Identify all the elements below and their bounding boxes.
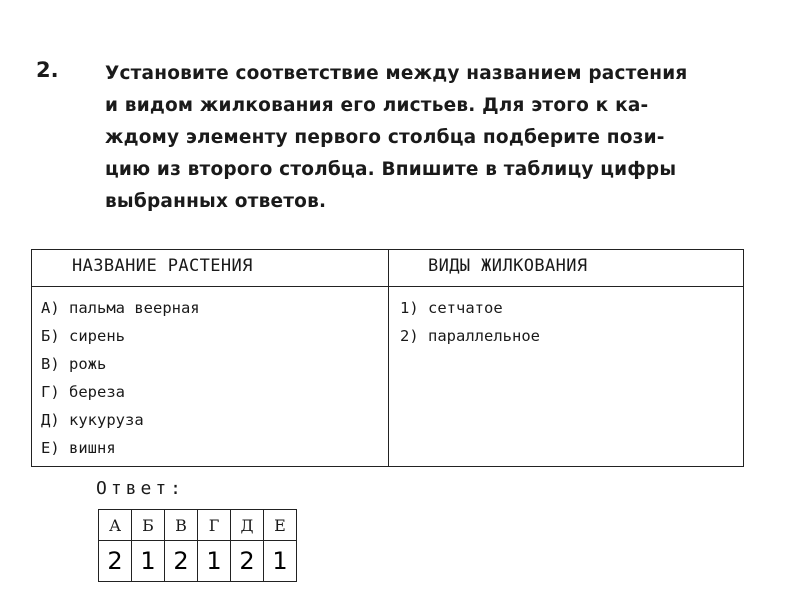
answer-letter-cell: А [99,510,132,541]
venation-column-header: ВИДЫ ЖИЛКОВАНИЯ [428,256,588,276]
venation-item: 1) сетчатое [400,299,503,317]
task-text-line: выбранных ответов. [105,191,327,212]
task-text-line: цию из второго столбца. Впишите в таблицу цифры [105,159,677,180]
answer-grid [98,509,297,582]
answer-digit-cell: 1 [198,541,231,582]
task-text [105,58,775,218]
plant-item: А) пальма веерная [41,299,200,317]
venation-item: 2) параллельное [400,327,540,345]
answer-letter-cell: Е [264,510,297,541]
answer-letter-cell: Д [231,510,264,541]
answer-digit-cell: 2 [231,541,264,582]
plant-column-header: НАЗВАНИЕ РАСТЕНИЯ [72,256,253,276]
column-divider [388,250,389,466]
plant-item: Д) кукуруза [41,411,144,429]
answer-digits-row [99,541,297,582]
task-text-line: ждому элементу первого столбца подберите пози- [105,127,665,148]
answer-letters-row [99,510,297,541]
answer-digit-cell: 1 [264,541,297,582]
answer-digit-cell: 2 [99,541,132,582]
task-text-line: Установите соответствие между названием растения [105,63,688,84]
matching-table [31,249,744,467]
header-divider [32,286,743,287]
answer-digit-cell: 2 [165,541,198,582]
plant-item: Б) сирень [41,327,125,345]
plant-item: Г) береза [41,383,125,401]
answer-letter-cell: Б [132,510,165,541]
answer-label: Ответ: [96,478,186,499]
venation-list [400,294,540,350]
answer-letter-cell: В [165,510,198,541]
plant-item: В) рожь [41,355,107,373]
plant-item: Е) вишня [41,439,116,457]
answer-letter-cell: Г [198,510,231,541]
task-text-line: и видом жилкования его листьев. Для этого к ка- [105,95,649,116]
answer-digit-cell: 1 [132,541,165,582]
plant-list [41,294,200,462]
task-number: 2. [36,58,59,82]
